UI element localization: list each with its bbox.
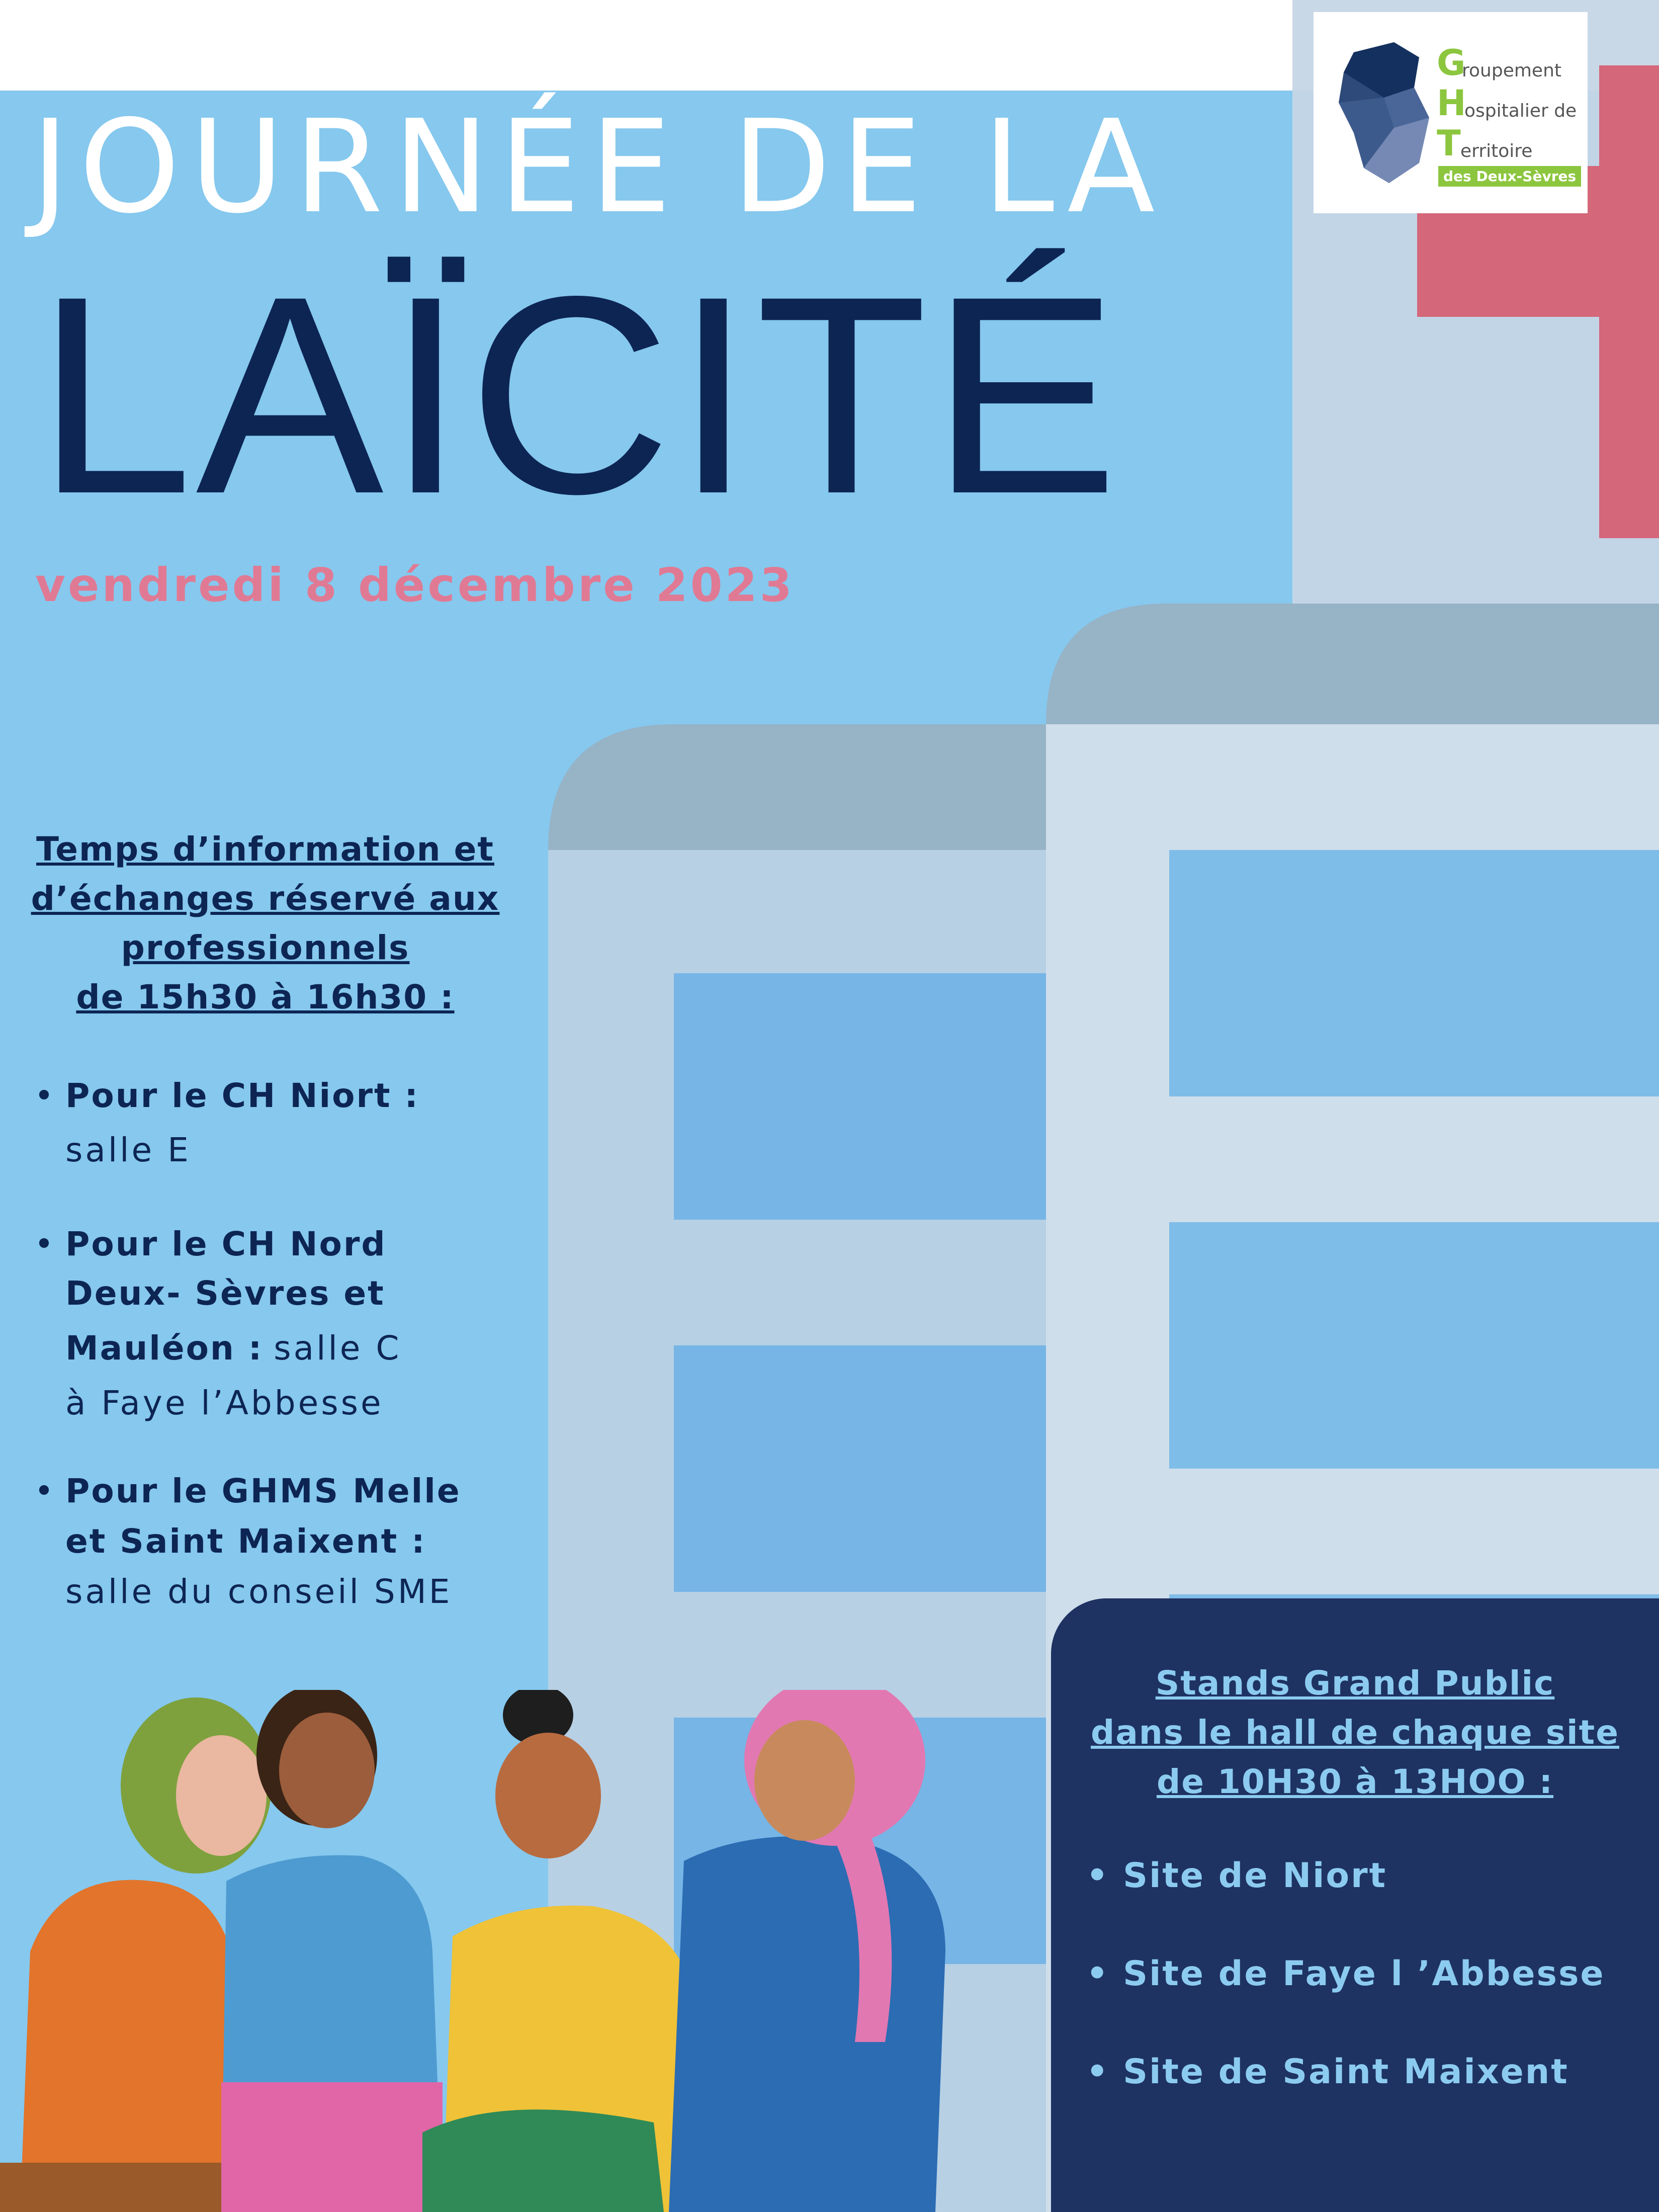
info-heading-line: de 15h30 à 16h30 : bbox=[76, 978, 455, 1016]
stands-heading bbox=[1051, 1659, 1659, 1807]
info-heading-line: Temps d’information et bbox=[36, 830, 494, 869]
person-3-face bbox=[495, 1733, 601, 1858]
stand-item-faye: • Site de Faye l ’Abbesse bbox=[1086, 1954, 1605, 1994]
stand-item-niort: • Site de Niort bbox=[1086, 1856, 1387, 1896]
tower-roof-left bbox=[548, 724, 1046, 850]
stands-heading-line: dans le hall de chaque site bbox=[1091, 1713, 1619, 1752]
site-label: Pour le CH Nord bbox=[65, 1225, 387, 1263]
logo-word-g: roupement bbox=[1462, 60, 1561, 81]
info-heading bbox=[5, 825, 526, 1022]
stand-label: Site de Niort bbox=[1123, 1856, 1387, 1896]
window bbox=[1169, 850, 1659, 1096]
info-heading-line: professionnels bbox=[121, 928, 410, 967]
site-label: Deux- Sèvres et bbox=[65, 1274, 385, 1313]
stands-heading-line: Stands Grand Public bbox=[1155, 1664, 1555, 1703]
logo-letter-h: H bbox=[1437, 82, 1466, 124]
logo-letter-g: G bbox=[1437, 42, 1466, 83]
deux-sevres-map-icon bbox=[1334, 42, 1434, 193]
site-item-ghms: • Pour le GHMS Melle et Saint Maixent : salle du conseil SME bbox=[65, 1466, 461, 1617]
title-line-1: JOURNÉE DE LA bbox=[31, 93, 1165, 242]
person-2-face bbox=[279, 1713, 375, 1828]
cross-vertical bbox=[1599, 65, 1659, 538]
window bbox=[674, 973, 1046, 1220]
people-illustration bbox=[0, 1690, 1051, 2212]
ght-logo bbox=[1314, 12, 1588, 213]
stand-label: Site de Saint Maixent bbox=[1123, 2052, 1569, 2092]
site-label: et Saint Maixent : bbox=[65, 1522, 426, 1561]
professional-info bbox=[5, 825, 526, 1611]
tower-roof-right bbox=[1046, 604, 1659, 724]
person-4-body bbox=[669, 1836, 945, 2212]
site-room: salle du conseil SME bbox=[65, 1572, 453, 1611]
info-heading-line: d’échanges réservé aux bbox=[31, 879, 500, 918]
site-label: Mauléon : bbox=[65, 1329, 264, 1368]
event-date: vendredi 8 décembre 2023 bbox=[35, 558, 795, 612]
site-item-niort: • Pour le CH Niort : salle E bbox=[65, 1069, 419, 1177]
stands-panel bbox=[1051, 1598, 1659, 2212]
person-1-face bbox=[176, 1735, 267, 1856]
person-4-face bbox=[754, 1720, 855, 1841]
stand-item-saint-maixent: • Site de Saint Maixent bbox=[1086, 2052, 1569, 2092]
site-label: Pour le CH Niort : bbox=[65, 1076, 419, 1115]
logo-word-h: ospitalier de bbox=[1464, 101, 1577, 121]
stands-heading-line: de 10H30 à 13HOO : bbox=[1156, 1762, 1554, 1801]
site-label: Pour le GHMS Melle bbox=[65, 1472, 461, 1510]
logo-word-t: erritoire bbox=[1460, 141, 1533, 161]
site-room: salle C bbox=[274, 1329, 402, 1368]
site-room-line2: à Faye l’Abbesse bbox=[65, 1384, 384, 1422]
person-1-body bbox=[20, 1880, 236, 2212]
site-item-nord: • Pour le CH Nord Deux- Sèvres et Mauléon : salle C à Faye l’Abbesse bbox=[65, 1220, 401, 1428]
stand-label: Site de Faye l ’Abbesse bbox=[1123, 1954, 1605, 1994]
window bbox=[674, 1345, 1046, 1592]
title-line-2: LAÏCITÉ bbox=[36, 237, 1122, 552]
logo-letter-t: T bbox=[1437, 123, 1461, 164]
logo-badge: des Deux-Sèvres bbox=[1438, 166, 1581, 187]
window bbox=[1169, 1222, 1659, 1469]
site-room: salle E bbox=[65, 1131, 191, 1169]
